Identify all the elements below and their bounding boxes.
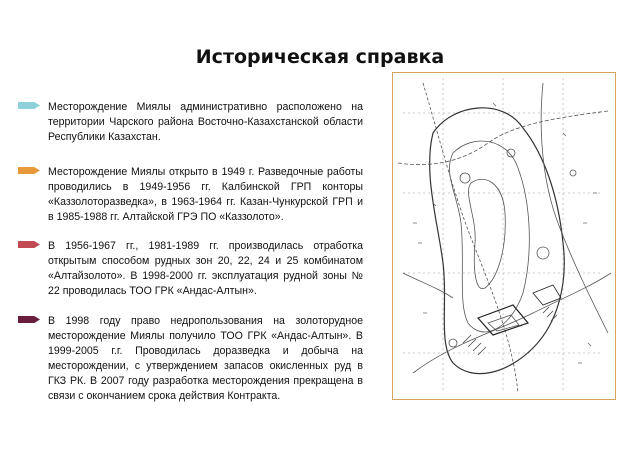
arrow-bullet-icon bbox=[18, 241, 40, 248]
page-title: Историческая справка bbox=[195, 46, 445, 68]
bullet-license bbox=[18, 314, 363, 404]
bullet-location bbox=[18, 100, 363, 145]
bullet-text: Месторождение Миялы административно расположено на территории Чарского района Восточно-Казахстанской области Республики Казахстан. bbox=[48, 101, 363, 143]
bullet-text: В 1956-1967 гг., 1981-1989 гг. производилась отработка открытым способом рудных зон 20, 22, 24 и 25 комбинатом «Алтайзолото». В 1998-2000 гг. эксплуатация рудной зоны № 22 проводилась ТОО ГРК «Андас-Алтын». bbox=[48, 240, 363, 297]
bullet-mining bbox=[18, 239, 363, 299]
deposit-map-image bbox=[392, 72, 616, 400]
bullet-text: В 1998 году право недропользования на золоторудное месторождение Миялы получило ТОО ГРК «Андас-Алтын». В 1999-2005 г.г. Проводилась доразведка и добыча на месторождении, с утверждением запасов окисленных руд в ГКЗ РК. В 2007 году разработка месторождения прекращена в связи с окончанием срока действия Контракта. bbox=[48, 315, 363, 402]
bullet-list bbox=[18, 100, 363, 404]
arrow-bullet-icon bbox=[18, 167, 40, 174]
bullet-discovery bbox=[18, 165, 363, 225]
arrow-bullet-icon bbox=[18, 316, 40, 323]
arrow-bullet-icon bbox=[18, 102, 40, 109]
bullet-text: Месторождение Миялы открыто в 1949 г. Разведочные работы проводились в 1949-1956 гг. Калбинской ГРП конторы «Каззолоторазведка», в 1963-1964 гг. Казан-Чункурской ГРП и в 1985-1988 гг. Алтайской ГРЭ ПО «Каззолото». bbox=[48, 166, 363, 223]
topographic-map-drawing bbox=[393, 73, 615, 399]
